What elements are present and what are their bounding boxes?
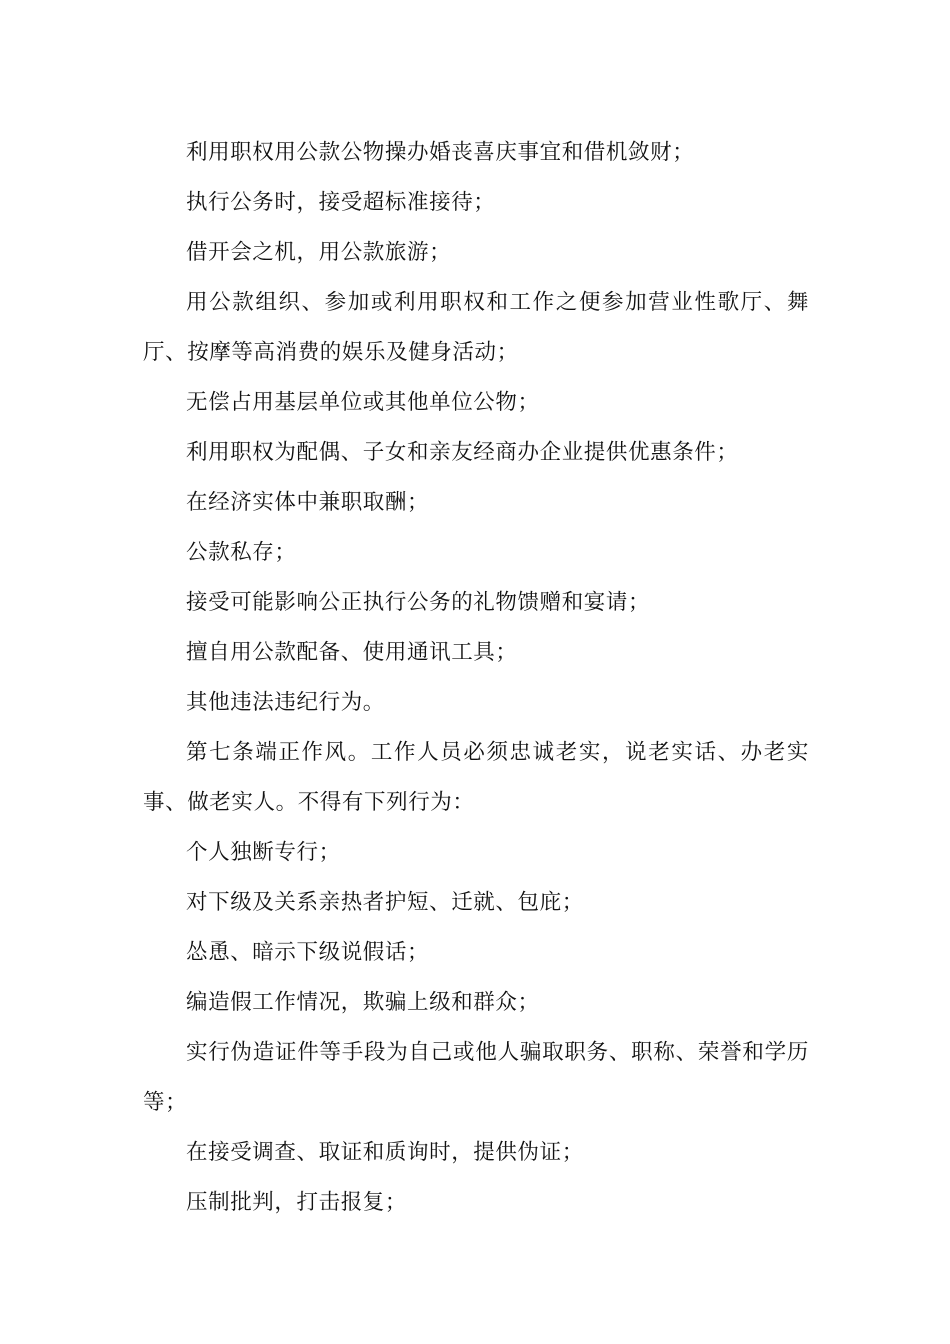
paragraph: 怂恿、暗示下级说假话； (186, 940, 430, 965)
paragraph: 公款私存； (186, 540, 297, 565)
paragraph: 对下级及关系亲热者护短、迁就、包庇； (186, 890, 584, 915)
paragraph: 借开会之机，用公款旅游； (186, 240, 452, 265)
article-heading-paragraph: 第七条端正作风。工作人员必须忠诚老实，说老实话、办老实事、做老实人。不得有下列行为： (143, 740, 809, 815)
paragraph: 利用职权用公款公物操办婚丧喜庆事宜和借机敛财； (186, 140, 695, 165)
paragraph: 用公款组织、参加或利用职权和工作之便参加营业性歌厅、舞厅、按摩等高消费的娱乐及健身活动； (143, 290, 809, 365)
paragraph: 在接受调查、取证和质询时，提供伪证； (186, 1140, 584, 1165)
paragraph: 实行伪造证件等手段为自己或他人骗取职务、职称、荣誉和学历等； (143, 1040, 809, 1115)
paragraph: 利用职权为配偶、子女和亲友经商办企业提供优惠条件； (186, 440, 739, 465)
paragraph: 接受可能影响公正执行公务的礼物馈赠和宴请； (186, 590, 651, 615)
document-body (143, 128, 809, 1228)
paragraph: 其他违法违纪行为。 (186, 690, 385, 715)
paragraph: 无偿占用基层单位或其他单位公物； (186, 390, 540, 415)
paragraph: 擅自用公款配备、使用通讯工具； (186, 640, 518, 665)
paragraph: 压制批判，打击报复； (186, 1190, 408, 1215)
paragraph: 编造假工作情况，欺骗上级和群众； (186, 990, 540, 1015)
paragraph: 在经济实体中兼职取酬； (186, 490, 430, 515)
paragraph: 个人独断专行； (186, 840, 341, 865)
paragraph: 执行公务时，接受超标准接待； (186, 190, 496, 215)
